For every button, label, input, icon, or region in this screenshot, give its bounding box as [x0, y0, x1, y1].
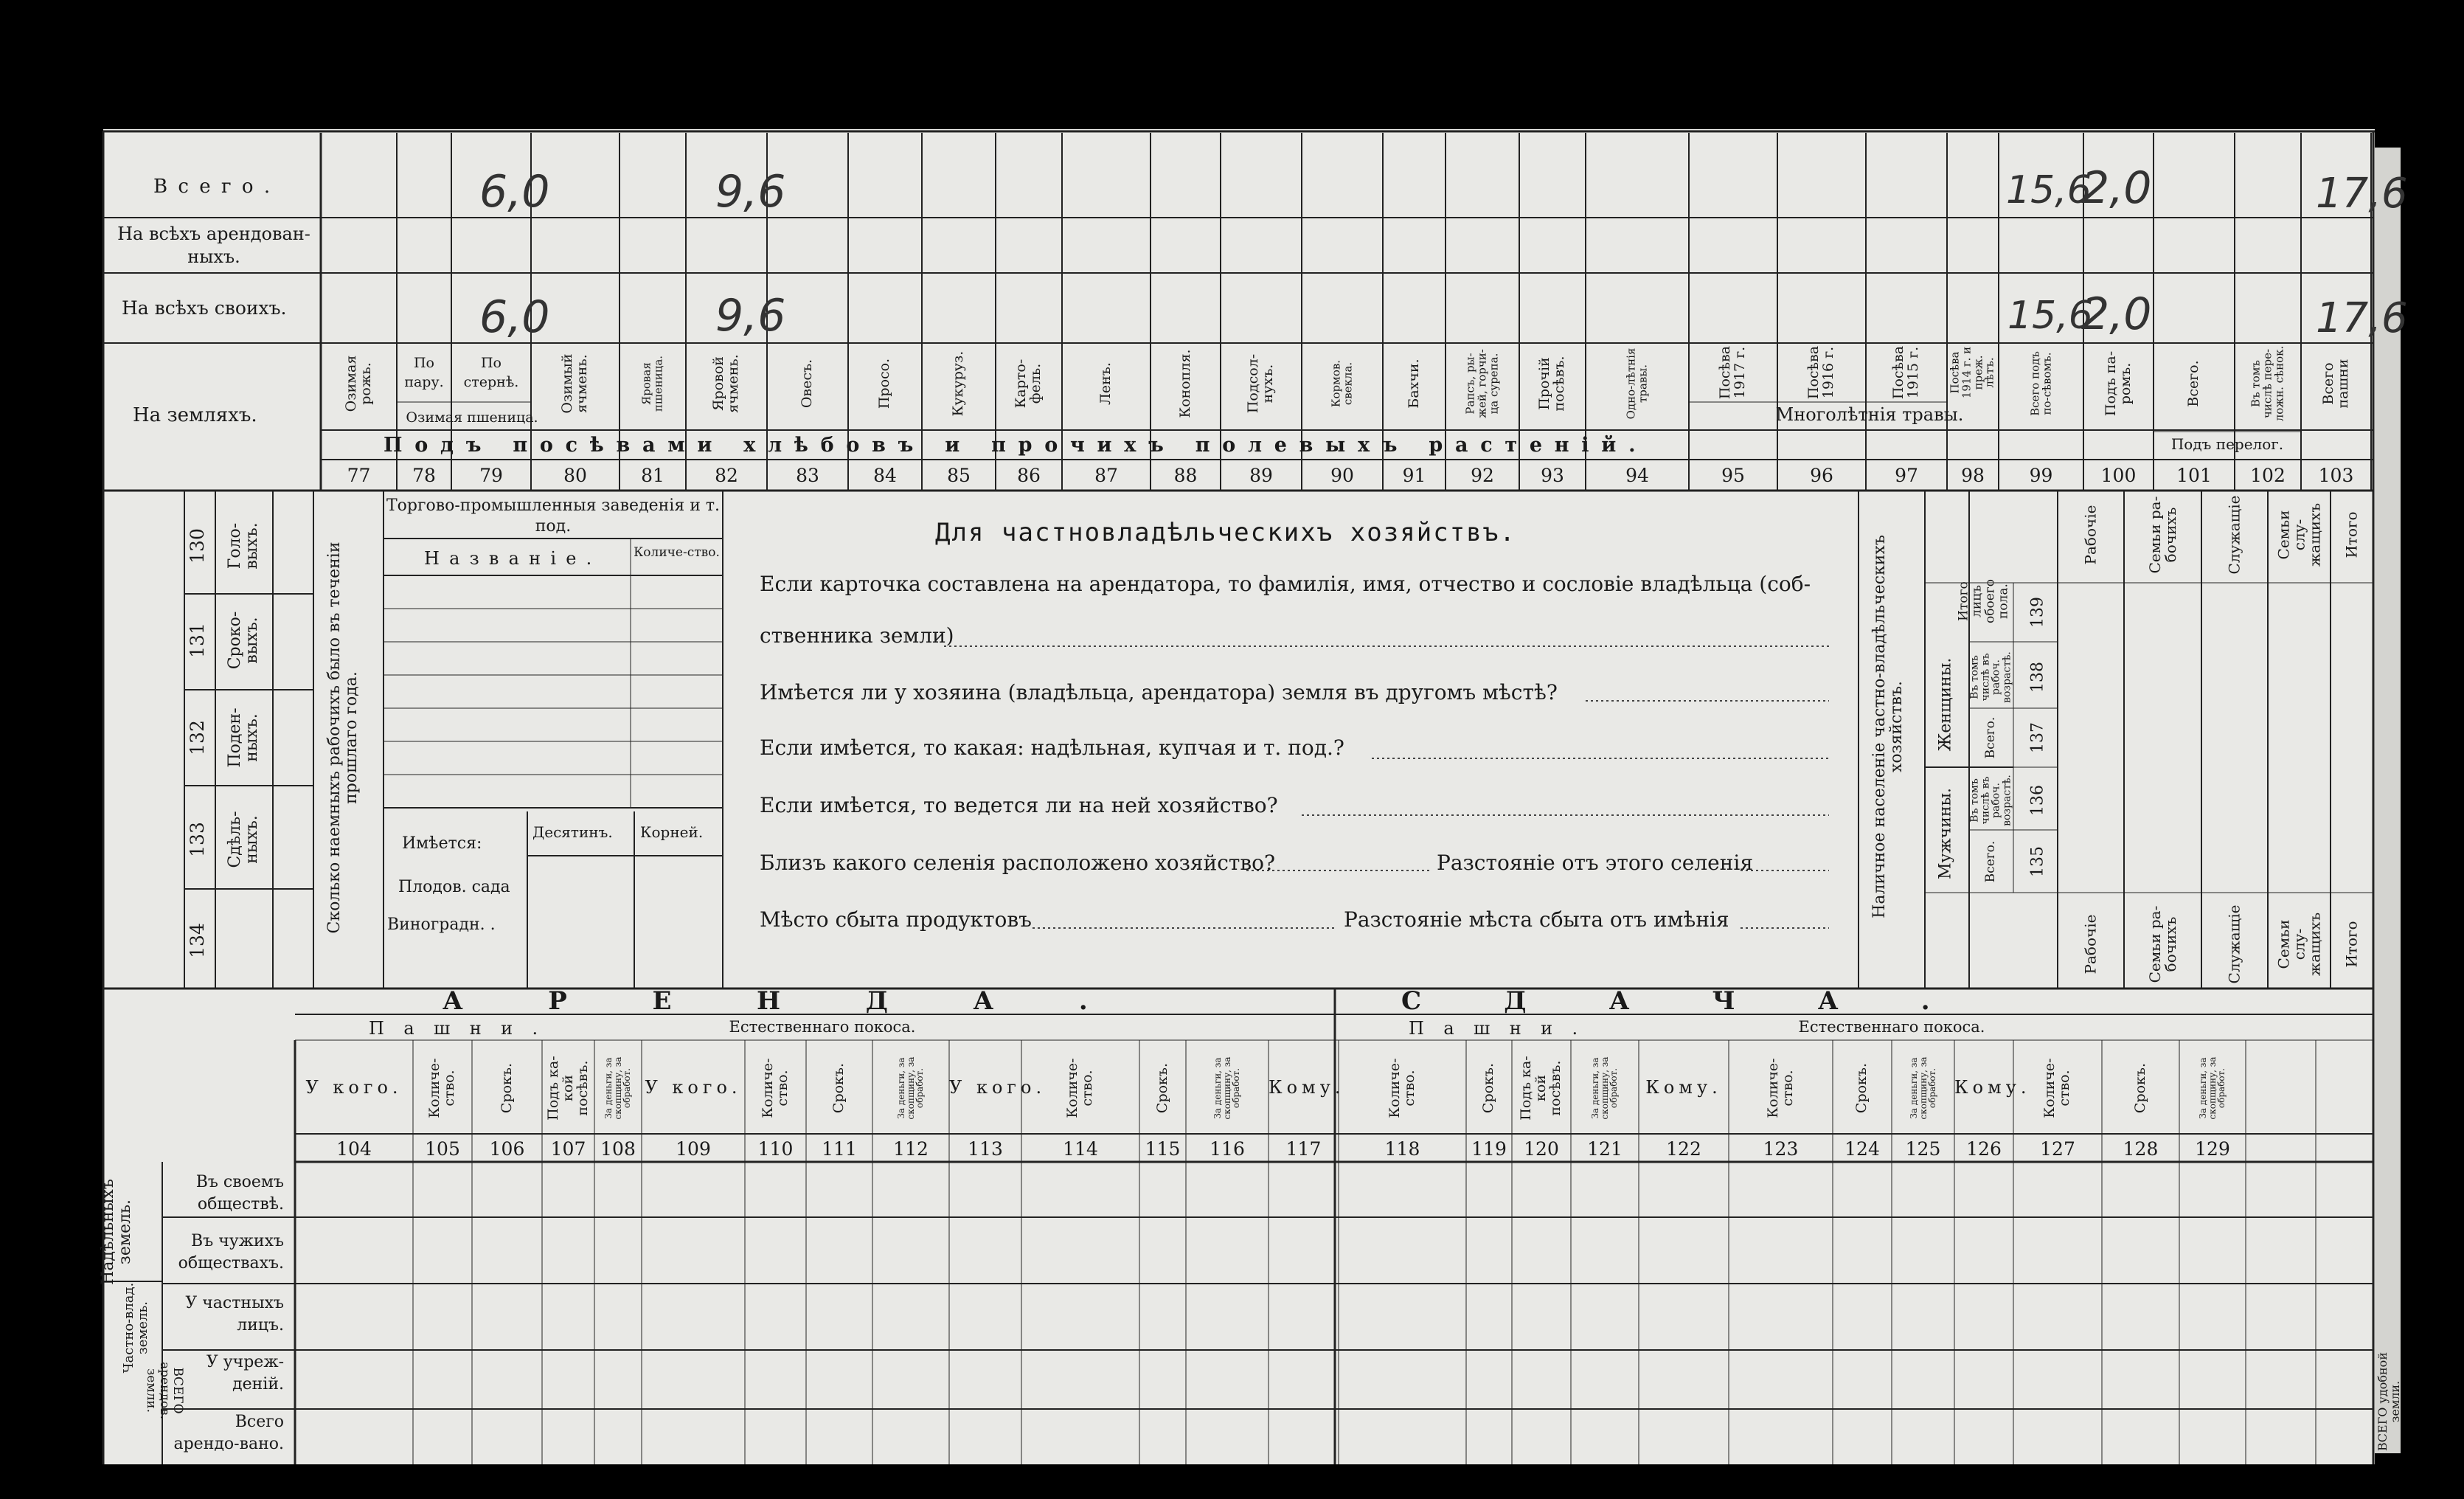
col-number-98: 98	[1961, 465, 1985, 486]
q-market-distance: Разстояніе мѣста сбыта отъ имѣнія	[1344, 907, 1729, 932]
row-label-own: На всѣхъ своихъ.	[122, 297, 287, 319]
desyatin-header: Десятинъ.	[532, 823, 613, 841]
hw-total-103: 17,6	[2316, 170, 2408, 218]
rent-col-number-110: 110	[757, 1138, 794, 1160]
num-138: 138	[2028, 662, 2047, 693]
rent-col-number-109: 109	[676, 1138, 711, 1160]
hw-own-78: 6,0	[479, 291, 550, 343]
col-number-103: 103	[2318, 465, 2354, 486]
rent-col-header-7: Срокъ.	[830, 1062, 847, 1114]
num-137: 137	[2028, 722, 2047, 753]
rent-col-header-21: За деньги, за скопщину, за обработ.	[1908, 1056, 1937, 1120]
q-land-type: Если имѣется, то какая: надѣльная, купчая и т. под.?	[760, 735, 1344, 760]
q-market: Мѣсто сбыта продуктовъ	[760, 907, 1032, 932]
crop-header-16: Прочій посѣвъ.	[1536, 356, 1567, 412]
pop-col-bottom-1: Семьи ра-бочихъ	[2145, 905, 2179, 983]
row-u-chastnykh: У частныхъ лицъ.	[185, 1294, 284, 1334]
rent-col-number-117: 117	[1285, 1138, 1322, 1160]
hired-workers-label: Сколько наемныхъ рабочихъ было въ теченіи прошлаго года.	[325, 541, 361, 934]
rent-col-number-113: 113	[968, 1138, 1003, 1160]
sdacha-title: СДАЧА.	[1401, 986, 2013, 1016]
hw-total-99: 15,6	[2006, 168, 2092, 212]
crop-header-22: Всего подъ по-сѣвомъ.	[2027, 351, 2053, 416]
rent-col-number-122: 122	[1666, 1138, 1701, 1160]
arenda-pashni: Пашни.	[369, 1018, 558, 1039]
col-number-79: 79	[479, 465, 503, 486]
rent-col-header-3: Подъ ка-кой посѣвъ.	[544, 1056, 591, 1121]
pop-col-top-2: Служащіе	[2225, 495, 2243, 575]
rent-col-header-11: Срокъ.	[1153, 1062, 1170, 1114]
rent-col-header-4: За деньги, за скопщину, за обработ.	[603, 1056, 633, 1120]
rent-col-header-17: За деньги, за скопщину, за обработ.	[1590, 1056, 1620, 1120]
rent-col-number-127: 127	[2040, 1138, 2075, 1160]
pop-col-top-0: Рабочіе	[2081, 505, 2100, 565]
crop-header-2: По стернѣ.	[463, 355, 519, 390]
trade-title: Торгово-промышленныя заведенія и т. под.	[386, 496, 721, 536]
rent-col-number-115: 115	[1145, 1138, 1181, 1160]
trade-qty-header: Количе-ство.	[634, 545, 720, 560]
col-number-100: 100	[2100, 465, 2137, 486]
col-number-83: 83	[796, 465, 819, 486]
rent-col-header-15: Срокъ.	[1480, 1062, 1497, 1114]
col-number-86: 86	[1017, 465, 1041, 486]
q-village-distance: Разстояніе отъ этого селенія	[1437, 851, 1753, 875]
nadelnykh-label: Надѣльныхъ земель.	[98, 1179, 134, 1285]
crop-header-4: Яровая пшеница.	[639, 355, 664, 412]
zhen-label: Женщины.	[1936, 657, 1955, 752]
col-number-89: 89	[1249, 465, 1273, 486]
rent-col-header-22: Кому.	[1954, 1077, 2031, 1098]
crop-header-11: Конопля.	[1176, 349, 1193, 418]
rent-col-header-8: За деньги, за скопщину, за обработ.	[896, 1056, 926, 1120]
pop-col-top-4: Итого	[2342, 511, 2361, 558]
trade-name-header: Названіе.	[424, 548, 602, 569]
crop-header-8: Кукуруз.	[950, 350, 967, 417]
col-number-99: 99	[2029, 465, 2053, 486]
arenda-pokos: Естественнаго покоса.	[729, 1018, 916, 1036]
private-farm-title: Для частновладѣльческихъ хозяйствъ.	[935, 518, 1516, 547]
row-v-chuzhikh: Въ чужихъ обществахъ.	[178, 1232, 284, 1273]
rent-col-number-126: 126	[1966, 1138, 2002, 1160]
right-strip-label: ВСЕГО удобной земли.	[2375, 1352, 2402, 1451]
col-number-88: 88	[1173, 465, 1198, 486]
crop-header-3: Озимый ячмень.	[559, 353, 590, 414]
pop-col-bottom-3: Семьи слу-жащихъ	[2274, 912, 2323, 977]
rent-col-number-123: 123	[1763, 1138, 1799, 1160]
num-133: 133	[186, 822, 208, 857]
col-number-97: 97	[1895, 465, 1918, 486]
col-number-81: 81	[641, 465, 664, 486]
rent-col-header-20: Срокъ.	[1853, 1062, 1870, 1114]
m-vsego: Всего.	[1983, 840, 1999, 883]
num-135: 135	[2028, 846, 2047, 877]
rent-col-header-5: У кого.	[645, 1077, 742, 1098]
z-v-tom: Въ томъ числѣ въ рабоч. возрастѣ.	[1968, 651, 2013, 703]
q-owner-line2: ственника земли)	[760, 623, 954, 648]
arenda-title: АРЕНДА.	[443, 986, 1173, 1016]
col-number-102: 102	[2250, 465, 2286, 486]
hw-own-103: 17,6	[2316, 294, 2408, 342]
col-number-77: 77	[347, 465, 371, 486]
rent-col-number-129: 129	[2195, 1138, 2230, 1160]
col-number-94: 94	[1625, 465, 1649, 486]
z-vsego: Всего.	[1983, 716, 1999, 759]
rent-col-header-19: Количе-ство.	[1764, 1058, 1796, 1118]
col-number-80: 80	[563, 465, 587, 486]
rent-col-number-104: 104	[336, 1138, 372, 1160]
col-number-82: 82	[715, 465, 738, 486]
imeetsya-label: Имѣется:	[402, 834, 482, 853]
pop-col-top-1: Семьи ра-бочихъ	[2145, 496, 2179, 574]
itogo-oboego: Итого лицъ обоего пола.	[1956, 579, 2010, 623]
crop-header-25: Въ томъ числѣ пере-ложн. сѣнок.	[2249, 345, 2286, 422]
row-v-svoem: Въ своемъ обществѣ.	[195, 1173, 284, 1214]
rent-col-number-118: 118	[1384, 1138, 1420, 1160]
crop-header-23: Подъ па-ромъ.	[2102, 350, 2134, 417]
col-number-87: 87	[1094, 465, 1118, 486]
num-132: 132	[186, 720, 208, 755]
crop-header-26: Всего пашни	[2319, 359, 2351, 409]
row-u-uchrezhdeniy: У учреж-деній.	[206, 1353, 284, 1394]
rent-col-header-18: Кому.	[1645, 1077, 1722, 1098]
hw-total-82: 9,6	[715, 166, 786, 218]
crop-header-1: По пару.	[404, 355, 444, 390]
rent-col-number-128: 128	[2123, 1138, 2159, 1160]
col-number-101: 101	[2176, 465, 2212, 486]
crop-header-10: Ленъ.	[1097, 362, 1114, 405]
sdacha-pokos: Естественнаго покоса.	[1798, 1018, 1985, 1036]
rent-col-header-1: Количе-ство.	[426, 1058, 457, 1118]
rent-col-number-121: 121	[1587, 1138, 1623, 1160]
hw-own-82: 9,6	[715, 290, 786, 342]
crop-header-5: Яровой ячмень.	[710, 354, 741, 413]
crop-header-6: Овесъ.	[799, 359, 816, 409]
col-number-90: 90	[1330, 465, 1354, 486]
hw-total-78: 6,0	[479, 166, 550, 218]
num-134: 134	[186, 923, 208, 958]
hw-own-99: 15,6	[2007, 294, 2093, 338]
crop-header-20: Посѣва 1915 г.	[1890, 345, 1921, 400]
col-number-96: 96	[1810, 465, 1833, 486]
q-farming: Если имѣется, то ведется ли на ней хозяйство?	[760, 793, 1278, 817]
q-owner-line1: Если карточка составлена на арендатора, то фамилія, имя, отчество и сословіе владѣльца (соб-	[760, 572, 1811, 596]
vinograd-label: Виноградн. .	[387, 915, 496, 934]
q-village: Близъ какого селенія расположено хозяйство?	[760, 851, 1276, 875]
col-number-92: 92	[1471, 465, 1494, 486]
pod-perelog-label: Подъ перелог.	[2170, 435, 2284, 453]
rent-col-number-106: 106	[489, 1138, 525, 1160]
korney-header: Корней.	[640, 823, 704, 841]
hw-total-100: 2,0	[2081, 162, 2152, 214]
rent-col-number-119: 119	[1471, 1138, 1507, 1160]
rent-col-header-12: За деньги, за скопщину, за обработ.	[1212, 1056, 1242, 1120]
num-139: 139	[2028, 597, 2047, 628]
crop-header-0: Озимая рожь.	[342, 355, 374, 412]
col-number-95: 95	[1721, 465, 1745, 486]
banner-crops: Подъ посѣвами хлѣбовъ и прочихъ полевыхъ растеній.	[384, 434, 1648, 457]
rent-col-number-111: 111	[822, 1138, 857, 1160]
rent-col-number-112: 112	[893, 1138, 929, 1160]
crop-header-19: Посѣва 1916 г.	[1805, 345, 1836, 400]
rent-col-number-108: 108	[600, 1138, 636, 1160]
vsego-arendov-side-label: ВСЕГО арендов. земли.	[144, 1361, 185, 1420]
rent-col-header-24: Срокъ.	[2131, 1062, 2148, 1114]
col-number-91: 91	[1402, 465, 1426, 486]
row-label-rented: На всѣхъ арендован-ныхъ.	[117, 224, 310, 268]
rent-col-header-25: За деньги, за скопщину, за обработ.	[2198, 1056, 2227, 1120]
num-130: 130	[186, 528, 208, 564]
label-sdelnykh: Сдѣль-ныхъ.	[225, 811, 261, 868]
crop-header-12: Подсол-нухъ.	[1245, 353, 1276, 414]
rent-col-header-2: Срокъ.	[498, 1062, 515, 1114]
pop-col-bottom-0: Рабочіе	[2081, 914, 2100, 974]
row-label-na-zemlyakh: На земляхъ.	[133, 404, 257, 426]
crop-header-21: Посѣва 1914 г. и преж. лѣтъ.	[1948, 346, 1996, 399]
num-131: 131	[186, 623, 208, 658]
crop-header-14: Бахчи.	[1405, 359, 1422, 409]
rent-col-number-114: 114	[1063, 1138, 1098, 1160]
pop-col-bottom-2: Служащіе	[2225, 904, 2243, 984]
ozimaya-pshenitsa-label: Озимая пшеница.	[406, 409, 538, 426]
rent-col-header-16: Подъ ка-кой посѣвъ.	[1518, 1056, 1564, 1121]
m-v-tom: Въ томъ числѣ въ рабоч. возрастѣ.	[1968, 775, 2013, 826]
pop-col-bottom-4: Итого	[2342, 921, 2361, 968]
row-vsego-arendovano: Всего арендо-вано.	[173, 1413, 284, 1453]
crop-header-15: Рапсъ, ры-жей, горчи-ца сурепа.	[1463, 349, 1500, 418]
rent-col-number-125: 125	[1905, 1138, 1941, 1160]
num-136: 136	[2028, 785, 2047, 816]
rent-col-number-107: 107	[550, 1138, 586, 1160]
label-srokovykh: Сроко-выхъ.	[225, 611, 261, 670]
plodov-sad-label: Плодов. сада	[398, 878, 510, 896]
rent-col-header-10: Количе-ство.	[1064, 1058, 1095, 1118]
row-label-total: Всего.	[153, 176, 281, 198]
crop-header-24: Всего.	[2185, 360, 2202, 407]
label-golovykh: Голо-выхъ.	[225, 522, 261, 570]
hw-own-100: 2,0	[2081, 288, 2152, 340]
col-number-78: 78	[412, 465, 436, 486]
mnogoletnie-label: Многолѣтнія травы.	[1775, 404, 1964, 425]
rent-col-number-120: 120	[1524, 1138, 1559, 1160]
rent-col-header-9: У кого.	[949, 1077, 1047, 1098]
rent-col-number-124: 124	[1844, 1138, 1880, 1160]
rent-col-number-105: 105	[425, 1138, 460, 1160]
col-number-84: 84	[873, 465, 897, 486]
crop-header-7: Просо.	[876, 358, 893, 409]
muzh-label: Мужчины.	[1936, 787, 1955, 880]
label-podennykh: Поден-ныхъ.	[225, 707, 261, 768]
q-land-elsewhere: Имѣется ли у хозяина (владѣльца, арендатора) земля въ другомъ мѣстѣ?	[760, 680, 1558, 705]
rent-col-header-14: Количе-ство.	[1386, 1058, 1417, 1118]
col-number-93: 93	[1541, 465, 1564, 486]
crop-header-13: Кормов. свекла.	[1329, 359, 1354, 408]
col-number-85: 85	[947, 465, 971, 486]
crop-header-9: Карто-фель.	[1013, 359, 1044, 409]
rent-col-header-13: Кому.	[1269, 1077, 1345, 1098]
rent-col-number-116: 116	[1210, 1138, 1245, 1160]
crop-header-18: Посѣва 1917 г.	[1717, 345, 1748, 400]
sdacha-pashni: Пашни.	[1409, 1018, 1597, 1039]
crop-header-17: Одно-лѣтнія травы.	[1624, 347, 1649, 420]
rent-col-header-23: Количе-ство.	[2041, 1058, 2072, 1118]
population-title: Наличное населеніе частно-владѣльческихъ хозяйствъ.	[1870, 535, 1906, 918]
pop-col-top-3: Семьи слу-жащихъ	[2274, 502, 2323, 567]
rent-col-header-6: Количе-ство.	[759, 1058, 791, 1118]
chastnykh-label: Частно-влад. земель.	[121, 1282, 150, 1374]
rent-col-header-0: У кого.	[305, 1077, 403, 1098]
